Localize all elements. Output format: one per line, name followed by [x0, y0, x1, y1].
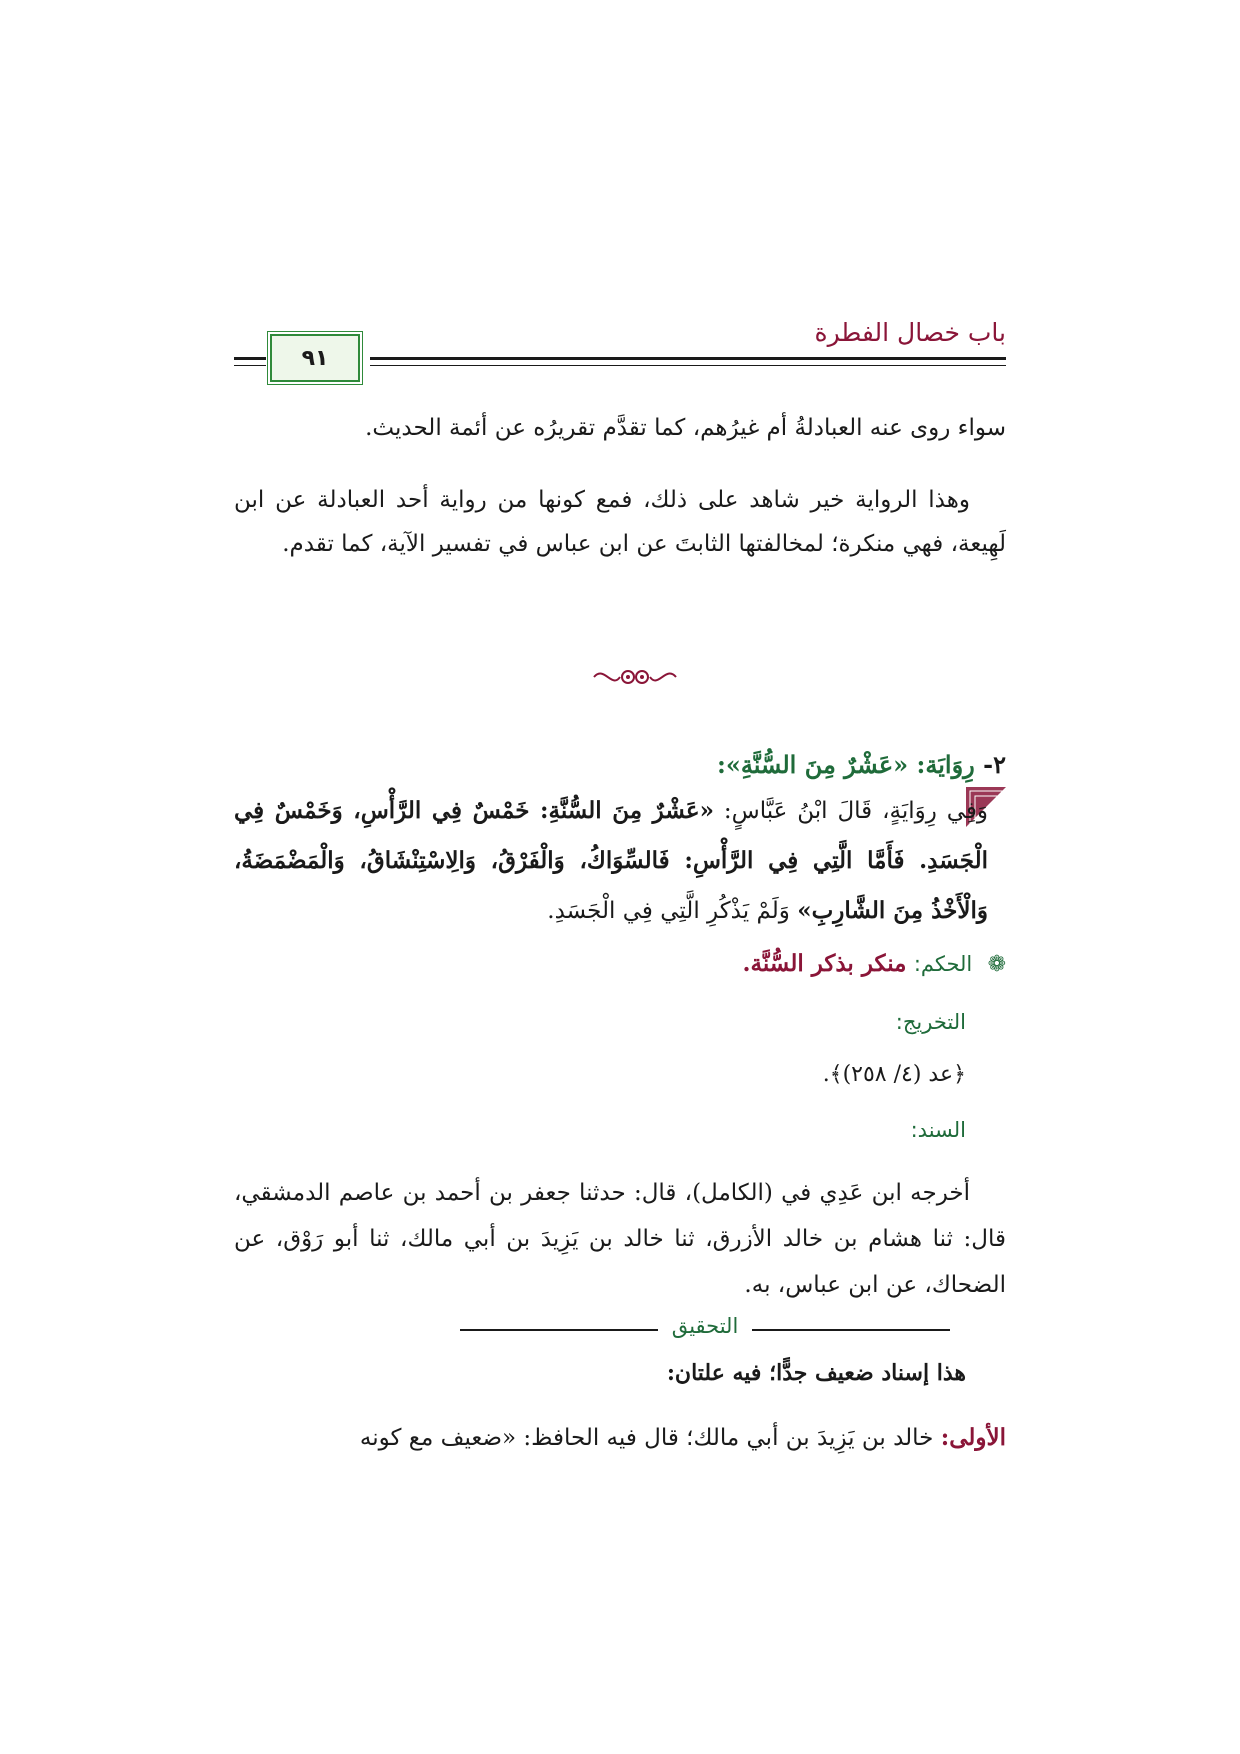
header-rule-left-thin [234, 365, 266, 366]
header-rule-thin [370, 365, 1006, 366]
header-rule-left [234, 357, 266, 360]
tahqiq-divider [460, 1314, 950, 1344]
page-number-badge [270, 334, 360, 382]
chapter-title: باب خصال الفطرة [814, 318, 1006, 347]
tahqiq-label: التحقيق [658, 1314, 753, 1338]
hadith-text [234, 786, 988, 936]
sanad-label: السند: [910, 1118, 966, 1142]
flower-bullet-icon: ❁ [987, 952, 1006, 977]
section-label: رِوَايَة: [916, 750, 975, 779]
takhrij-reference: ﴿عد (٤/ ٢٥٨)﴾. [822, 1062, 966, 1087]
header-rule [370, 357, 1006, 360]
isnad-statement: هذا إسناد ضعيف جدًّا؛ فيه علتان: [666, 1360, 966, 1386]
section-title: «عَشْرٌ مِنَ السُّنَّةِ»: [716, 750, 909, 779]
hadith-quote: «عَشْرٌ مِنَ السُّنَّةِ: خَمْسٌ فِي الرَّأْسِ، وَخَمْسٌ فِي الْجَسَدِ. فَأَمَّا الَّتِي فِي الرَّأْسِ: فَالسِّوَاكُ، وَالْفَرْقُ، وَالِاسْتِنْشَاقُ، وَالْمَضْمَضَةُ، وَالْأَخْذُ مِنَ الشَّارِبِ» [234, 797, 988, 924]
page-number: ٩١ [301, 345, 329, 371]
takhrij-label: التخريج: [895, 1010, 966, 1034]
verdict-label: الحكم: [913, 952, 973, 976]
section-number: ٢- [983, 750, 1006, 779]
sanad-text: أخرجه ابن عَدِي في (الكامل)، قال: حدثنا جعفر بن أحمد بن عاصم الدمشقي، قال: ثنا هشام بن خالد الأزرق، ثنا خالد بن يَزِيدَ بن أبي مالك، ثنا أبو رَوْق، عن الضحاك، عن ابن عباس، به. [234, 1180, 1006, 1298]
first-defect [234, 1416, 1006, 1460]
verdict-line [743, 950, 1006, 977]
tahqiq-heading [460, 1314, 950, 1338]
paragraph-2: وهذا الرواية خير شاهد على ذلك، فمع كونها من رواية أحد العبادلة عن ابن لَهِيعة، فهي منكرة؛ لمخالفتها الثابتَ عن ابن عباس في تفسير الآية، كما تقدم. [234, 487, 1006, 557]
first-defect-text: خالد بن يَزِيدَ بن أبي مالك؛ قال فيه الحافظ: «ضعيف مع كونه [359, 1425, 934, 1451]
hadith-intro: وَفِي رِوَايَةٍ، قَالَ ابْنُ عَبَّاسٍ: [723, 798, 988, 824]
hadith-outro: وَلَمْ يَذْكُرِ الَّتِي فِي الْجَسَدِ. [547, 898, 790, 924]
floral-divider-icon [590, 662, 680, 692]
paragraph-1: سواء روى عنه العبادلةُ أم غيرُهم، كما تقدَّم تقريرُه عن أئمة الحديث. [365, 415, 1006, 441]
verdict-text: منكر بذكر السُّنَّة. [742, 950, 907, 977]
first-defect-label: الأولى: [940, 1424, 1006, 1451]
section-heading [717, 750, 1006, 779]
